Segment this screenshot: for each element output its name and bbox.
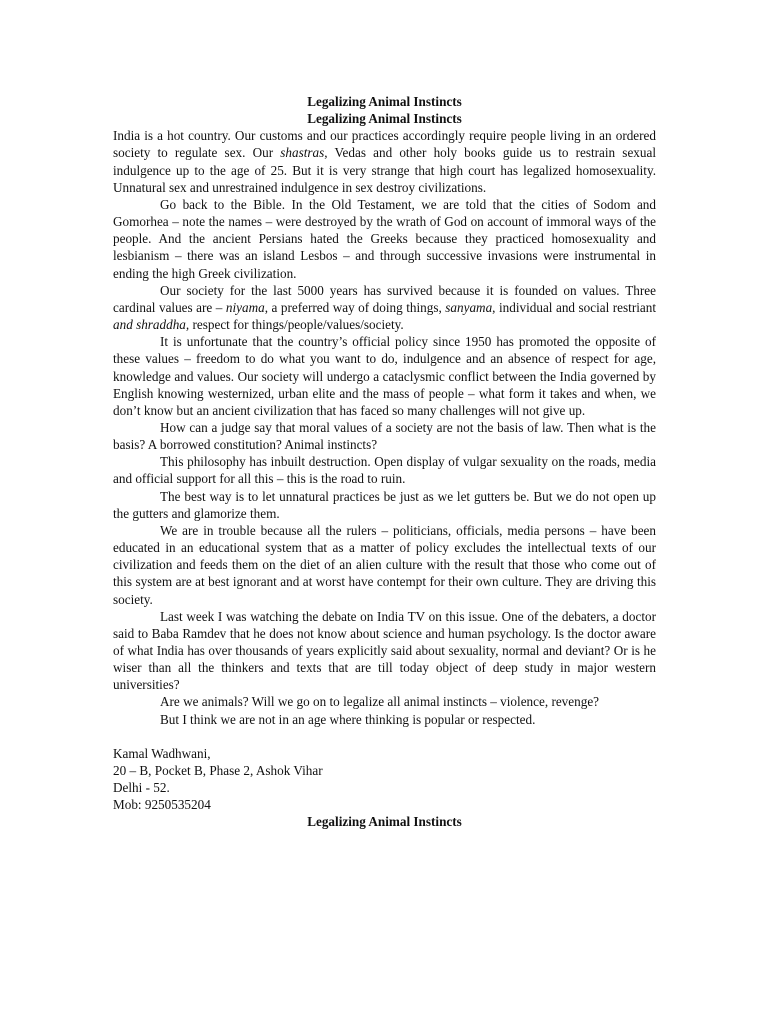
document-page (113, 93, 656, 831)
paragraph-3-italic-niyama: niyama (225, 299, 265, 315)
paragraph-3-italic-shraddha: and shraddha, (113, 317, 190, 333)
author-address: 20 – B, Pocket B, Phase 2, Ashok Vihar (113, 762, 323, 778)
paragraph-5: How can a judge say that moral values of a society are not the basis of law. Then what is the basis? A borrowed constitution? Animal instincts? (113, 419, 656, 453)
paragraph-11: But I think we are not in an age where thinking is popular or respected. (160, 711, 536, 727)
paragraph-3-text-c: , a preferred way of doing things, (264, 299, 446, 315)
author-city: Delhi - 52. (113, 780, 170, 796)
document-title: Legalizing Animal Instincts (307, 94, 462, 109)
paragraph-3-text-e: , individual and social restriant (492, 299, 656, 315)
signature-block (113, 745, 656, 814)
paragraph-2: Go back to the Bible. In the Old Testament, we are told that the cities of Sodom and Gomorhea – note the names – were destroyed by the wrath of God on account of immoral ways of the people. And the ancient Persians hated the Greeks because they practiced homosexuality and lesbianism – there was an island Lesbos – and through successive invasions were instrumental in ending the high Greek civilization. (113, 196, 656, 281)
paragraph-10: Are we animals? Will we go on to legalize all animal instincts – violence, revenge? (160, 694, 600, 710)
paragraph-9: Last week I was watching the debate on India TV on this issue. One of the debaters, a doctor said to Baba Ramdev that he does not know about science and human psychology. Is the doctor aware of what India has over thousands of years explicitly said about sexuality, normal and deviant? Or is he wiser than all the thinkers and texts that are till today object of deep study in major western universities? (113, 608, 656, 693)
paragraph-1-italic-shastras: shastras (280, 145, 325, 161)
paragraph-3-text-a: Our society for the last 5000 years has survived because it is founded on values. Three cardinal values are – (113, 282, 656, 315)
paragraph-3 (113, 282, 656, 333)
blank-line (113, 728, 656, 745)
author-mobile: Mob: 9250535204 (113, 797, 211, 813)
document-title-repeat: Legalizing Animal Instincts (307, 111, 462, 127)
paragraph-6: This philosophy has inbuilt destruction. Open display of vulgar sexuality on the roads, media and official support for all this – this is the road to ruin. (113, 454, 656, 487)
paragraph-8: We are in trouble because all the rulers – politicians, officials, media persons – have been educated in an educational system that as a matter of policy excludes the intellectual texts of our civilization and feeds them on the diet of an alien culture with the result that those who come out of this system are at best ignorant and at worst have contempt for their own culture. They are driving this society. (113, 522, 656, 607)
paragraph-4: It is unfortunate that the country’s official policy since 1950 has promoted the opposite of these values – freedom to do what you want to do, indulgence and an absence of respect for age, knowledge and values. Our society will undergo a cataclysmic conflict between the India governed by English knowing westernized, urban elite and the mass of people – what form it takes and when, we don’t know but an ancient civilization that has faced so many challenges will not give up. (113, 334, 656, 418)
author-name: Kamal Wadhwani, (113, 745, 211, 761)
paragraph-1-text-a: India is a hot country. Our customs and our practices accordingly require people living in an ordered society to regulate sex. Our (113, 128, 656, 161)
paragraph-1-text-c: , Vedas and other holy books guide us to restrain sexual indulgence up to the age of 25. But it is very strange that high court has legalized homosexuality. Unnatural sex and unrestrained indulgence in sex destroy civilizations. (113, 145, 656, 195)
paragraph-1 (113, 127, 656, 196)
paragraph-3-text-g: respect for things/people/values/society. (189, 317, 404, 333)
paragraph-7: The best way is to let unnatural practices be just as we let gutters be. But we do not open up the gutters and glamorize them. (113, 488, 656, 521)
document-title-footer: Legalizing Animal Instincts (307, 814, 462, 830)
paragraph-3-italic-sanyama: sanyama (445, 299, 493, 315)
